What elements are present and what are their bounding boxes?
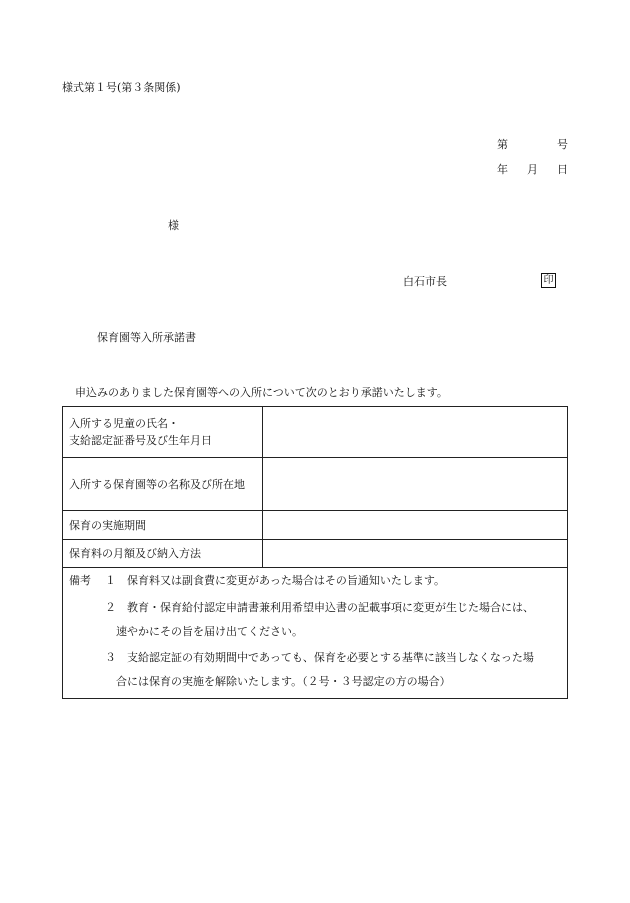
row-value-period [263, 511, 568, 540]
row-label-child-info [63, 407, 263, 458]
form-number: 様式第１号(第３条関係) [62, 81, 181, 94]
row-label-period: 保育の実施期間 [63, 511, 263, 540]
note-text-continued: 速やかにその旨を届け出てください。 [116, 625, 303, 638]
doc-number-prefix: 第 [497, 138, 508, 151]
table-row [63, 458, 568, 511]
approval-table [62, 406, 568, 699]
date-year: 年 [497, 163, 508, 176]
note-text: 教育・保育給付認定申請書兼利用希望申込書の記載事項に変更が生じた場合には、 [127, 601, 534, 614]
issuer-name: 白石市長 [403, 275, 447, 288]
note-text: 保育料又は副食費に変更があった場合はその旨通知いたします。 [127, 574, 446, 587]
row-label-line: 支給認定証番号及び生年月日 [69, 434, 212, 447]
addressee-suffix: 様 [168, 219, 179, 232]
row-label-line: 入所する児童の氏名・ [69, 417, 179, 430]
intro-text: 申込みのありました保育園等への入所について次のとおり承諾いたします。 [75, 386, 448, 399]
table-row [63, 540, 568, 568]
row-label-fee: 保育料の月額及び納入方法 [63, 540, 263, 568]
note-number: ３ [105, 651, 116, 664]
row-value-facility [263, 458, 568, 511]
notes-cell [63, 568, 568, 699]
document-title: 保育園等入所承諾書 [97, 331, 196, 344]
note-text: 支給認定証の有効期間中であっても、保育を必要とする基準に該当しなくなった場 [127, 651, 534, 664]
note-number: ２ [105, 601, 116, 614]
notes-row [63, 568, 568, 699]
date-day: 日 [557, 163, 568, 176]
date-month: 月 [527, 163, 538, 176]
note-number: １ [105, 574, 116, 587]
row-value-child-info [263, 407, 568, 458]
row-label-facility: 入所する保育園等の名称及び所在地 [63, 458, 263, 511]
table-row [63, 407, 568, 458]
notes-heading: 備考 [69, 574, 91, 587]
table-row [63, 511, 568, 540]
row-value-fee [263, 540, 568, 568]
seal-stamp: 印 [541, 273, 556, 288]
doc-number-suffix: 号 [557, 138, 568, 151]
note-text-continued: 合には保育の実施を解除いたします。（２号・３号認定の方の場合） [116, 675, 451, 688]
